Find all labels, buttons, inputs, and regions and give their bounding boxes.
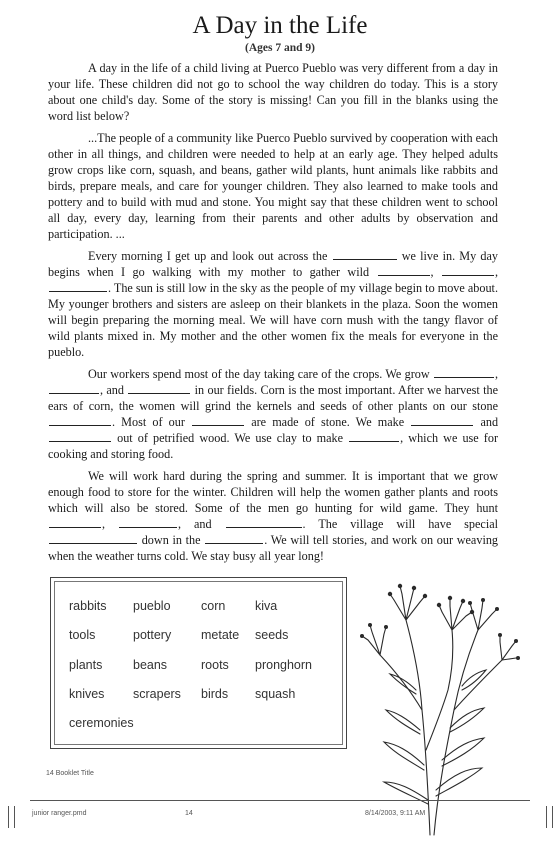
crop-mark-left-2	[14, 806, 15, 828]
word-birds: birds	[201, 687, 229, 701]
plant-illustration	[350, 560, 520, 840]
story-p2-text-i: , which we use for cooking and storing food.	[48, 431, 499, 461]
fill-blank-6[interactable]	[49, 382, 99, 394]
word-ceremonies: ceremonies	[69, 716, 134, 730]
fill-blank-8[interactable]	[49, 414, 111, 426]
footer-date: 8/14/2003, 9:11 AM	[365, 810, 426, 817]
booklet-footer: 14 Booklet Title	[46, 770, 94, 777]
story-p1-text-a: Every morning I get up and look out across the	[88, 249, 328, 263]
fill-blank-7[interactable]	[128, 382, 190, 394]
word-list-box	[50, 577, 347, 749]
quote-paragraph	[48, 130, 498, 242]
story-paragraph-2	[48, 366, 498, 462]
page-subtitle: (Ages 7 and 9)	[245, 42, 315, 54]
fill-blank-4[interactable]	[49, 280, 107, 292]
word-plants: plants	[69, 658, 103, 672]
story-p1-text-e: . The sun is still low in the sky as the people of my village begin to move about. My younger brothers and sisters are asleep on their blankets in the plaza. Soon the women will begin preparing the morning meal. We will have corn mush with the tangy flavor of wild plants mixed in. My mother and the other women fix the meals for everyone in the pueblo.	[48, 281, 498, 359]
word-scrapers: scrapers	[133, 687, 181, 701]
word-tools: tools	[69, 628, 96, 642]
quote-text: ...The people of a community like Puerco Pueblo survived by cooperation with each other in all things, and children were needed to help at an early age. They helped adults grow crops like corn, squash, and beans, gather wild plants, hunt animals like rabbits and birds, prepare meals, and care for younger children. They also learned to make tools and pottery and to build with mud and stone. You might say that these children went to school all day, every day, learning from their parents and other adults by observation and participation. ...	[48, 131, 498, 241]
fill-blank-12[interactable]	[349, 430, 399, 442]
word-corn: corn	[201, 599, 226, 613]
fill-blank-17[interactable]	[205, 532, 263, 544]
story-p2-text-a: Our workers spend most of the day taking care of the crops. We grow	[88, 367, 430, 381]
crop-mark-left	[8, 806, 9, 828]
word-metate: metate	[201, 628, 240, 642]
word-squash: squash	[255, 687, 296, 701]
crop-mark-right	[546, 806, 547, 828]
word-pronghorn: pronghorn	[255, 658, 312, 672]
story-p1-text-c: ,	[430, 265, 434, 279]
story-p1-text-d: ,	[494, 265, 499, 279]
story-p3-text-c: , and	[178, 517, 212, 531]
fill-blank-9[interactable]	[192, 414, 244, 426]
story-p2-text-g: and	[480, 415, 499, 429]
word-rabbits: rabbits	[69, 599, 107, 613]
crop-mark-right-2	[552, 806, 553, 828]
story-p1-text-b: we live in. My day begins when I go walking with my mother to gather wild	[48, 249, 499, 279]
story-paragraph-3	[48, 468, 498, 564]
story-p3-text-a: We will work hard during the spring and summer. It is important that we grow enough food to store for the winter. Children will help the women gather plants and roots which will also be stored. Some of the men go hunting for wild game. They hunt	[48, 469, 498, 515]
story-p3-text-d: . The village will have special	[302, 517, 499, 531]
word-pueblo: pueblo	[133, 599, 171, 613]
fill-blank-5[interactable]	[434, 366, 494, 378]
story-p2-text-d: in our fields. Corn is the most important. After we harvest the ears of corn, the women will grind the kernels and seeds of other plants on our stone	[48, 383, 499, 413]
page-title: A Day in the Life	[192, 12, 368, 39]
word-beans: beans	[133, 658, 168, 672]
footer-filename: junior ranger.pmd	[32, 810, 87, 817]
fill-blank-16[interactable]	[49, 532, 137, 544]
story-p2-text-h: out of petrified wood. We use clay to make	[117, 431, 344, 445]
intro-paragraph	[48, 60, 498, 124]
story-p3-text-f: . We will tell stories, and work on our weaving when the weather turns cold. We stay busy all year long!	[48, 533, 499, 563]
word-seeds: seeds	[255, 628, 289, 642]
word-roots: roots	[201, 658, 229, 672]
story-p3-text-e: down in the	[141, 533, 201, 547]
fill-blank-10[interactable]	[411, 414, 473, 426]
footer-rule	[30, 800, 530, 801]
footer-page-number: 14	[185, 810, 193, 817]
fill-blank-2[interactable]	[378, 264, 430, 276]
story-paragraph-1	[48, 248, 498, 360]
fill-blank-11[interactable]	[49, 430, 111, 442]
intro-text: A day in the life of a child living at Puerco Pueblo was very different from a day in your life. These children did not go to school the way children do today. This is a story about one child's day. Some of the story is missing! Can you fill in the blanks using the word list below?	[48, 61, 498, 123]
fill-blank-14[interactable]	[119, 516, 177, 528]
story-p2-text-e: . Most of our	[112, 415, 185, 429]
fill-blank-3[interactable]	[442, 264, 494, 276]
story-p2-text-c: , and	[100, 383, 124, 397]
story-p3-text-b: ,	[102, 517, 106, 531]
word-knives: knives	[69, 687, 105, 701]
fill-blank-1[interactable]	[333, 248, 397, 260]
story-p2-text-f: are made of stone. We make	[251, 415, 405, 429]
word-pottery: pottery	[133, 628, 172, 642]
fill-blank-13[interactable]	[49, 516, 101, 528]
word-kiva: kiva	[255, 599, 278, 613]
fill-blank-15[interactable]	[226, 516, 302, 528]
story-p2-text-b: ,	[494, 367, 498, 381]
